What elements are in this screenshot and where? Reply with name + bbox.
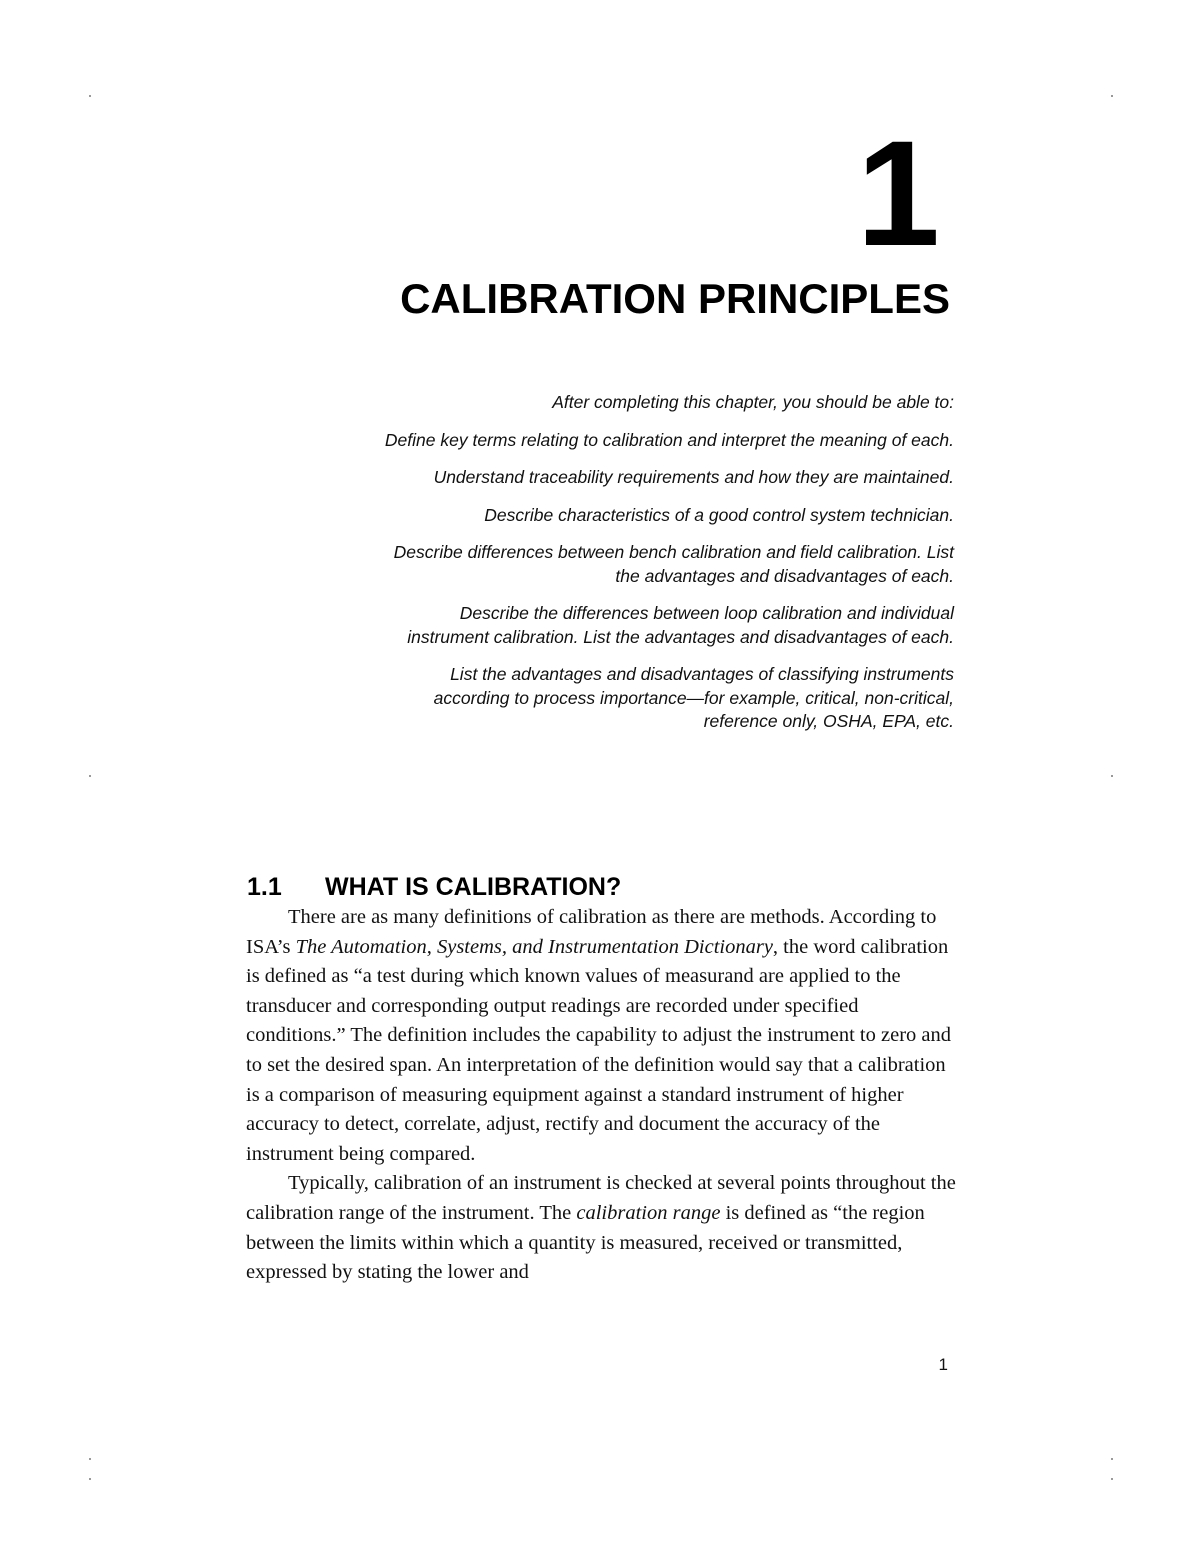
dictionary-title: The Automation, Systems, and Instrumentation Dictionary — [295, 935, 773, 958]
paragraph-text: , the word calibration is defined as “a test during which known values of measurand are applied to the transducer and corresponding output readings are recorded under specified conditions.” The definition includes the capability to adjust the instrument to zero and to set the desired span. An interpretation of the definition would say that a calibration is a comparison of measuring equipment against a standard instrument of higher accuracy to detect, correlate, adjust, rectify and document the accuracy of the instrument being compared. — [246, 935, 951, 1165]
margin-dot — [89, 1478, 91, 1480]
chapter-number: 1 — [856, 109, 938, 277]
objectives-intro: After completing this chapter, you should be able to: — [552, 392, 954, 412]
body-paragraph — [246, 1169, 958, 1287]
paragraph-text: Typically, calibration of an instrument is checked at several points throughout the calibration range of the instrument. The — [246, 1172, 956, 1224]
section-heading — [247, 872, 621, 902]
body-paragraph — [246, 903, 958, 1169]
chapter-objectives — [380, 391, 954, 748]
margin-dot — [89, 1458, 91, 1460]
paragraph-text: is defined as “the region between the limits within which a quantity is measured, received or transmitted, expressed by stating the lower and — [246, 1201, 925, 1284]
objective-item: Describe characteristics of a good control system technician. — [484, 504, 954, 525]
term-emphasis: calibration range — [576, 1201, 721, 1224]
objective-item: Describe the differences between loop calibration and individual instrument calibration. List the advantages and disadvantages of each. — [407, 603, 954, 647]
chapter-title: CALIBRATION PRINCIPLES — [400, 275, 950, 322]
section-title: WHAT IS CALIBRATION? — [325, 873, 622, 901]
body-text — [246, 903, 958, 1288]
paragraph-text: There are as many definitions of calibration as there are methods. According to ISA’s — [246, 906, 937, 958]
margin-dot — [1111, 95, 1113, 97]
objective-item: Describe differences between bench calibration and field calibration. List the advantages and disadvantages of each. — [393, 542, 954, 586]
margin-dot — [1111, 1458, 1113, 1460]
objective-item: Understand traceability requirements and how they are maintained. — [433, 467, 954, 487]
objective-item: Define key terms relating to calibration and interpret the meaning of each. — [384, 429, 954, 450]
margin-dot — [89, 95, 91, 97]
page-number: 1 — [938, 1355, 948, 1374]
margin-dot — [1111, 775, 1113, 777]
margin-dot — [89, 775, 91, 777]
objective-item: List the advantages and disadvantages of classifying instruments according to process importance—for example, critical, non-critical, reference only, OSHA, EPA, etc. — [433, 664, 954, 731]
section-number: 1.1 — [247, 873, 282, 901]
margin-dot — [1111, 1478, 1113, 1480]
